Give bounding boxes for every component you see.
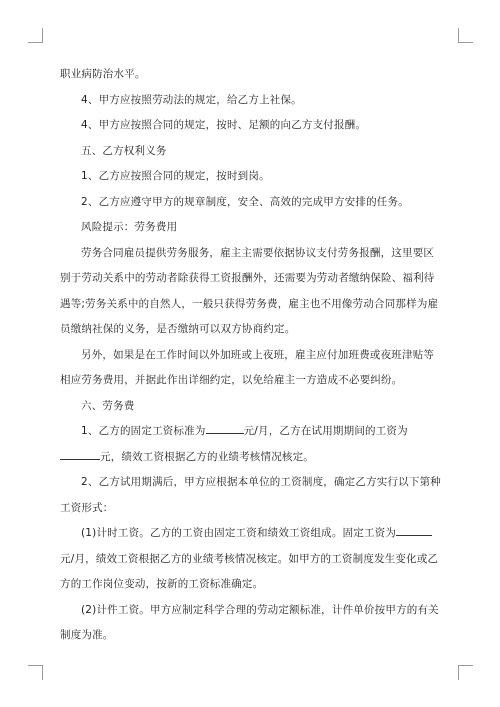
paragraph-salary-form: 2、乙方试用期满后，甲方应根据本单位的工资制度，确定乙方实行以下第种工资形式： — [60, 476, 441, 514]
document-body — [60, 62, 442, 649]
section-heading-party-b-rights: 五、乙方权利义务 — [81, 144, 167, 157]
paragraph-time-wage — [60, 521, 442, 598]
crop-mark-bottom-right — [458, 665, 473, 680]
probation-salary-blank — [60, 447, 100, 460]
fixed-salary-text-3: 元，绩效工资根据乙方的业绩考核情况核定。 — [100, 450, 314, 463]
crop-mark-top-right — [458, 28, 473, 43]
fixed-salary-text-2: 元/月，乙方在试用期期间的工资为 — [243, 425, 408, 437]
paragraph-rules: 2、乙方应遵守甲方的规章制度，安全、高效的完成甲方安排的任务。 — [81, 195, 409, 208]
section-heading-labor-fee: 六、劳务费 — [81, 399, 135, 412]
paragraph-payment: 4、甲方应按照合同的规定，按时、足额的向乙方支付报酬。 — [81, 119, 367, 131]
time-wage-text-2: 元/月，绩效工资根据乙方的业绩考核情况核定。如甲方的工资制度发生变化或乙方的工作岗位变动，按新的工资标准确定。 — [60, 552, 439, 590]
paragraph-labor-service-remuneration: 劳务合同雇员提供劳务服务，雇主主需要依据协议支付劳务报酬，这里要区别于劳动关系中的劳动者除获得工资报酬外，还需要为劳动者缴纳保险、福利待遇等;劳务关系中的自然人，一般只获得劳务费，雇主也不用像劳动合同那样为雇员缴纳社保的义务，是否缴纳可以双方协商约定。 — [60, 246, 439, 335]
time-wage-text-1: (1)计时工资。乙方的工资由固定工资和绩效工资组成。固定工资为 — [81, 527, 397, 539]
fixed-salary-text-1: 1、乙方的固定工资标准为 — [81, 425, 206, 437]
paragraph-social-insurance: 4、甲方应按照劳动法的规定，给乙方上社保。 — [81, 93, 302, 106]
paragraph-piece-wage: (2)计件工资。甲方应制定科学合理的劳动定额标准，计件单价按甲方的有关制度为准。 — [60, 603, 439, 641]
paragraph-on-time: 1、乙方应按照合同的规定，按时到岗。 — [81, 170, 270, 182]
fixed-salary-blank — [206, 421, 244, 434]
time-wage-blank — [396, 523, 432, 536]
crop-mark-bottom-left — [28, 665, 43, 680]
paragraph-overtime: 另外，如果是在工作时间以外加班或上夜班，雇主应付加班费或夜班津贴等相应劳务费用，并据此作出详细约定，以免给雇主一方造成不必要纠纷。 — [60, 348, 435, 386]
risk-notice-heading: 风险提示：劳务费用 — [81, 221, 178, 233]
paragraph-occupational-disease: 职业病防治水平。 — [60, 68, 146, 80]
crop-mark-top-left — [28, 28, 43, 43]
paragraph-fixed-salary — [60, 419, 442, 470]
